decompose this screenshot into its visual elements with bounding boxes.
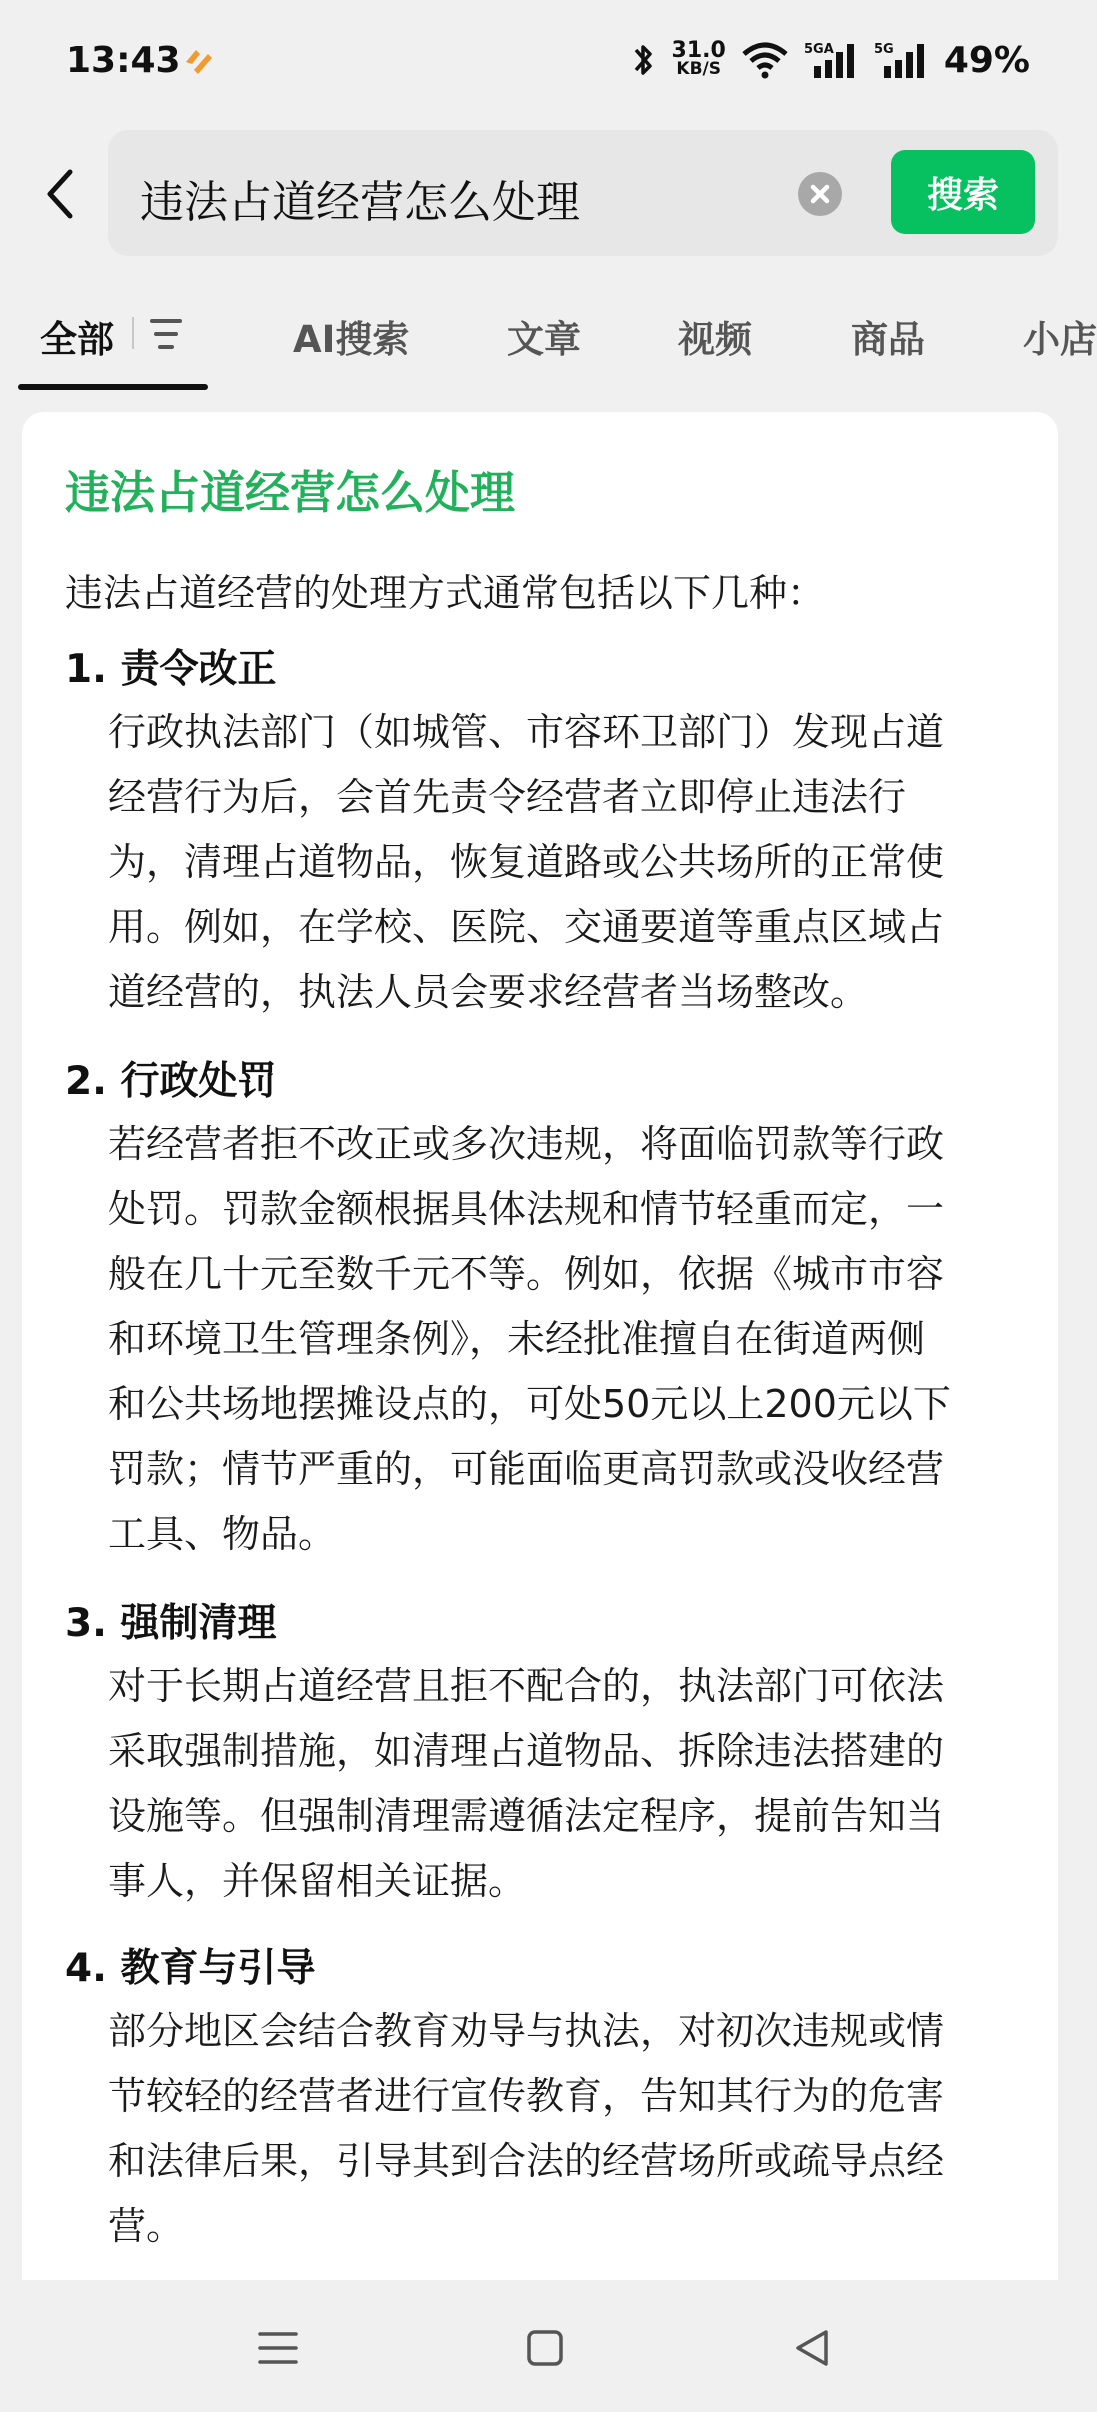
- signal-5ga-icon: [804, 40, 860, 80]
- answer-intro: 违法占道经营的处理方式通常包括以下几种：: [65, 571, 826, 615]
- search-query-text[interactable]: 违法占道经营怎么处理: [140, 177, 580, 228]
- search-button[interactable]: 搜索: [891, 150, 1035, 234]
- answer-item: [65, 640, 1025, 1025]
- back-triangle-icon: [792, 2328, 832, 2368]
- ai-answer-card: [22, 412, 1058, 2280]
- tab-shops[interactable]: 小店: [1023, 318, 1097, 361]
- network-speed: 31.0 KB/S: [671, 38, 726, 79]
- tab-all[interactable]: 全部: [40, 318, 114, 361]
- menu-icon: [256, 2328, 300, 2368]
- back-nav-button[interactable]: [782, 2318, 842, 2378]
- answer-item-heading: 3. 强制清理: [65, 1601, 277, 1646]
- search-input[interactable]: [108, 130, 1058, 256]
- tab-videos[interactable]: 视频: [678, 318, 752, 361]
- status-time: 13:43: [66, 40, 181, 81]
- svg-text:5G: 5G: [873, 42, 894, 57]
- answer-item-body: 若经营者拒不改正或多次违规，将面临罚款等行政 处罚。罚款金额根据具体法规和情节轻重而定，一 般在几十元至数千元不等。例如，依据《城市市容 和环境卫生管理条例》，未经批准擅自在街道两侧 和公共场地摆摊设点的，可处50元以上200元以下 罚款；情节严重的，可能面临更高罚款或没收经营 工具、物品。: [108, 1122, 951, 1556]
- wifi-icon: [740, 40, 790, 80]
- signal-5g-icon: [874, 40, 930, 80]
- answer-item: [65, 1052, 1025, 1567]
- tab-products[interactable]: 商品: [851, 318, 925, 361]
- tab-separator: [132, 317, 134, 349]
- bluetooth-icon: [628, 40, 658, 80]
- home-square-icon: [525, 2328, 565, 2368]
- chevron-left-icon: [40, 166, 80, 222]
- home-button[interactable]: [515, 2318, 575, 2378]
- result-tabs: [0, 265, 1097, 390]
- status-bar: [0, 0, 1080, 120]
- search-header: [0, 120, 1080, 265]
- tab-ai-search[interactable]: AI搜索: [293, 318, 410, 361]
- battery-level: 49%: [943, 39, 1030, 81]
- answer-item-heading: 2. 行政处罚: [65, 1059, 277, 1104]
- active-tab-indicator: [18, 384, 208, 390]
- svg-text:5GA: 5GA: [803, 42, 834, 57]
- back-button[interactable]: [30, 164, 90, 224]
- answer-item: [65, 1594, 1025, 1914]
- app-notification-icon: [180, 42, 216, 78]
- answer-item-body: 部分地区会结合教育劝导与执法，对初次违规或情 节较轻的经营者进行宣传教育，告知其行为的危害 和法律后果，引导其到合法的经营场所或疏导点经 营。: [108, 2009, 945, 2248]
- answer-item-heading: 1. 责令改正: [65, 647, 277, 692]
- answer-item-body: 行政执法部门（如城管、市容环卫部门）发现占道 经营行为后，会首先责令经营者立即停止违法行 为，清理占道物品，恢复道路或公共场所的正常使 用。例如，在学校、医院、交通要道等重点区域占 道经营的，执法人员会要求经营者当场整改。: [108, 710, 945, 1014]
- system-nav-bar: [0, 2280, 1080, 2412]
- tab-articles[interactable]: 文章: [507, 318, 581, 361]
- answer-item: [65, 1939, 1025, 2259]
- clear-icon[interactable]: [798, 172, 842, 216]
- menu-button[interactable]: [248, 2318, 308, 2378]
- answer-item-heading: 4. 教育与引导: [65, 1946, 316, 1991]
- answer-title: 违法占道经营怎么处理: [65, 466, 516, 519]
- answer-item-body: 对于长期占道经营且拒不配合的，执法部门可依法 采取强制措施，如清理占道物品、拆除违法搭建的 设施等。但强制清理需遵循法定程序，提前告知当 事人，并保留相关证据。: [108, 1664, 945, 1903]
- filter-icon[interactable]: [136, 317, 186, 351]
